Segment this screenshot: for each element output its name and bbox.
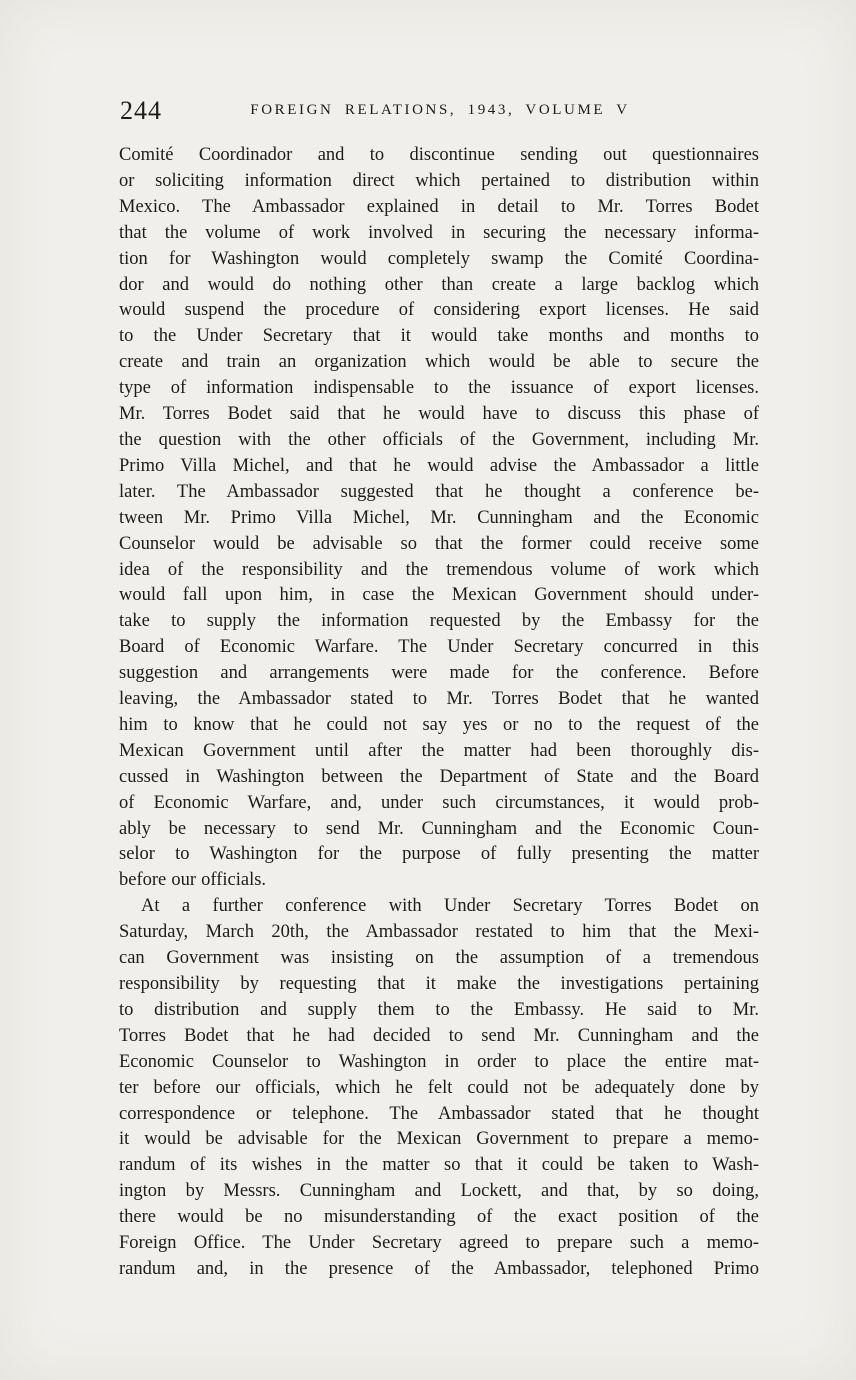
text-line: him to know that he could not say yes or no to the request of the	[119, 714, 759, 735]
body-text	[119, 143, 759, 1283]
text-line: idea of the responsibility and the tremendous volume of work which	[119, 559, 759, 580]
text-line: randum and, in the presence of the Ambassador, telephoned Primo	[119, 1258, 759, 1279]
text-line: Torres Bodet that he had decided to send Mr. Cunningham and the	[119, 1025, 759, 1046]
text-line: Mr. Torres Bodet said that he would have to discuss this phase of	[119, 404, 759, 425]
text-line: take to supply the information requested by the Embassy for the	[119, 611, 759, 632]
text-line: the question with the other officials of the Government, including Mr.	[119, 429, 759, 450]
paragraph	[119, 143, 759, 894]
text-line: selor to Washington for the purpose of fully presenting the matter	[119, 844, 759, 865]
text-line: Mexican Government until after the matter had been thoroughly dis-	[119, 740, 759, 761]
text-line: ably be necessary to send Mr. Cunningham and the Economic Coun-	[119, 818, 759, 839]
text-line: create and train an organization which would be able to secure the	[119, 352, 759, 373]
text-line: Foreign Office. The Under Secretary agreed to prepare such a memo-	[119, 1233, 759, 1254]
text-line: cussed in Washington between the Department of State and the Board	[119, 766, 759, 787]
text-line: tion for Washington would completely swamp the Comité Coordina-	[119, 248, 759, 269]
text-line: would fall upon him, in case the Mexican Government should under-	[119, 585, 759, 606]
text-line: there would be no misunderstanding of the exact position of the	[119, 1207, 759, 1228]
text-line: before our officials.	[119, 870, 267, 891]
text-line: to the Under Secretary that it would take months and months to	[119, 326, 759, 347]
text-line: that the volume of work involved in securing the necessary informa-	[119, 222, 759, 243]
text-line: Comité Coordinador and to discontinue sending out questionnaires	[119, 145, 759, 165]
text-line: Counselor would be advisable so that the former could receive some	[119, 533, 759, 554]
text-line: randum of its wishes in the matter so that it could be taken to Wash-	[119, 1155, 759, 1176]
text-line: would suspend the procedure of considering export licenses. He said	[119, 300, 759, 321]
page-number: 244	[120, 96, 162, 125]
page-header	[120, 94, 760, 126]
text-line: responsibility by requesting that it make the investigations pertaining	[119, 974, 759, 994]
text-line: Mexico. The Ambassador explained in detail to Mr. Torres Bodet	[119, 196, 759, 217]
text-line: tween Mr. Primo Villa Michel, Mr. Cunningham and the Economic	[119, 507, 759, 528]
text-line: type of information indispensable to the issuance of export licenses.	[119, 378, 759, 399]
paragraph	[119, 894, 759, 1283]
text-line: Board of Economic Warfare. The Under Secretary concurred in this	[119, 637, 759, 658]
text-line: ington by Messrs. Cunningham and Lockett, and that, by so doing,	[119, 1181, 759, 1202]
text-line: ter before our officials, which he felt could not be adequately done by	[119, 1077, 759, 1098]
text-line: to distribution and supply them to the Embassy. He said to Mr.	[119, 999, 759, 1020]
running-header: FOREIGN RELATIONS, 1943, VOLUME V	[250, 102, 630, 118]
text-line: suggestion and arrangements were made for the conference. Before	[119, 663, 759, 684]
text-line: or soliciting information direct which pertained to distribution within	[119, 170, 759, 191]
text-line: Economic Counselor to Washington in order to place the entire mat-	[119, 1051, 759, 1072]
text-line: Saturday, March 20th, the Ambassador restated to him that the Mexi-	[119, 922, 759, 943]
text-line: At a further conference with Under Secretary Torres Bodet on	[141, 896, 759, 917]
text-line: leaving, the Ambassador stated to Mr. Torres Bodet that he wanted	[119, 689, 759, 710]
text-line: correspondence or telephone. The Ambassador stated that he thought	[119, 1103, 759, 1124]
text-line: dor and would do nothing other than create a large backlog which	[119, 274, 759, 295]
text-line: later. The Ambassador suggested that he thought a conference be-	[119, 481, 759, 502]
text-line: of Economic Warfare, and, under such circumstances, it would prob-	[119, 792, 759, 813]
text-line: can Government was insisting on the assumption of a tremendous	[119, 948, 759, 969]
text-line: Primo Villa Michel, and that he would advise the Ambassador a little	[119, 455, 759, 476]
text-line: it would be advisable for the Mexican Government to prepare a memo-	[119, 1129, 759, 1150]
